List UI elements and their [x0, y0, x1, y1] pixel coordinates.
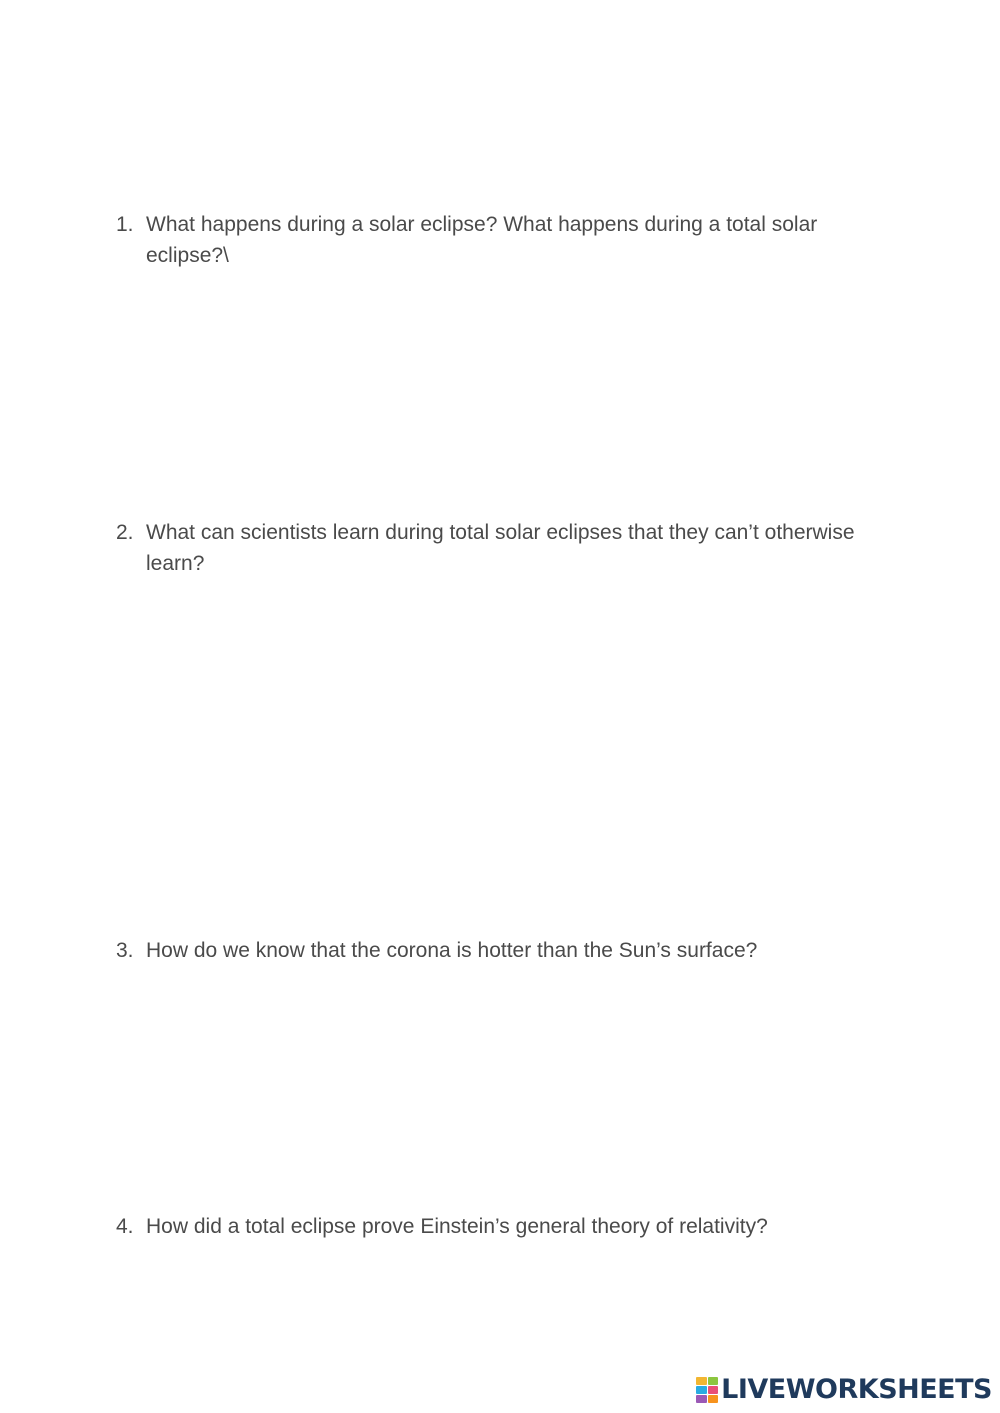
question-text: How do we know that the corona is hotter than the Sun’s surface?: [146, 939, 758, 962]
liveworksheets-logo-icon: [696, 1377, 718, 1403]
question-text: What happens during a solar eclipse? What happens during a total solar eclipse?\: [146, 213, 818, 267]
question-number: 4.: [116, 1215, 134, 1238]
question-text: How did a total eclipse prove Einstein’s general theory of relativity?: [146, 1215, 768, 1238]
question-text: What can scientists learn during total solar eclipses that they can’t otherwise learn?: [146, 521, 855, 575]
liveworksheets-brand: [696, 1373, 992, 1407]
question-number: 3.: [116, 939, 134, 962]
question-number: 2.: [116, 521, 134, 544]
logo-block: [696, 1377, 707, 1385]
brand-name: LIVEWORKSHEETS: [721, 1374, 992, 1405]
question-3: [116, 935, 896, 966]
logo-block: [708, 1395, 719, 1403]
question-1: [116, 209, 896, 271]
logo-block: [696, 1395, 707, 1403]
question-4: [116, 1211, 896, 1242]
question-number: 1.: [116, 213, 134, 236]
logo-block: [708, 1377, 719, 1385]
logo-block: [696, 1386, 707, 1394]
question-2: [116, 517, 896, 579]
logo-block: [708, 1386, 719, 1394]
